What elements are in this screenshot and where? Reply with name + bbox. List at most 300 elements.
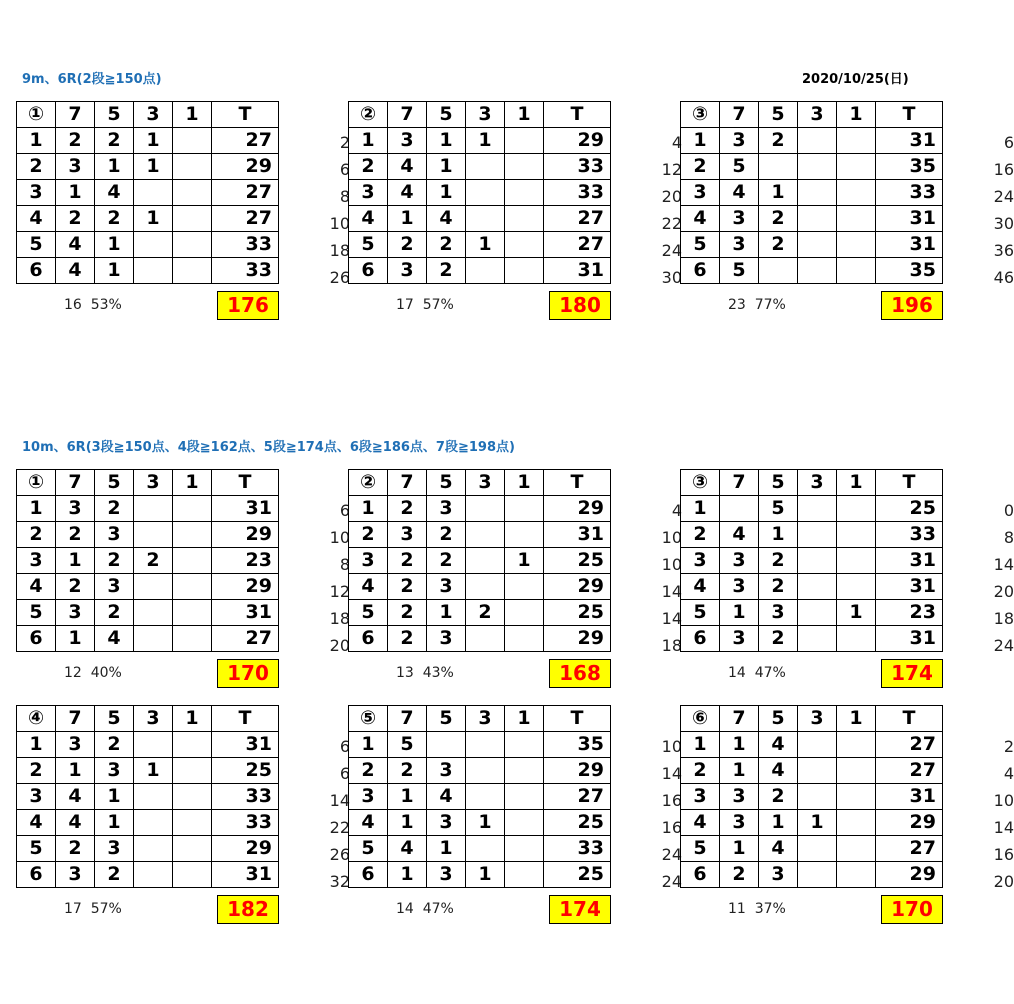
table-cell: 1 xyxy=(466,232,505,258)
table-cell: 1 xyxy=(798,810,837,836)
table-cell xyxy=(134,258,173,284)
table-cell xyxy=(837,232,876,258)
round-number: 5 xyxy=(681,232,720,258)
table-row xyxy=(349,548,611,574)
round-total: 27 xyxy=(544,206,611,232)
table-cell: 3 xyxy=(720,574,759,600)
round-number: 4 xyxy=(681,206,720,232)
table-cell xyxy=(505,258,544,284)
table-cell: 1 xyxy=(837,600,876,626)
cumulative-count: 20 xyxy=(661,187,682,206)
table-cell: 1 xyxy=(134,758,173,784)
hit-count: 11 xyxy=(728,901,746,917)
header-row xyxy=(17,102,279,128)
table-cell xyxy=(798,862,837,888)
round-total: 25 xyxy=(544,600,611,626)
table-cell: 1 xyxy=(427,836,466,862)
grand-total: 170 xyxy=(217,659,279,688)
table-row xyxy=(349,258,611,284)
hit-count: 12 xyxy=(64,665,82,681)
table-cell xyxy=(720,496,759,522)
column-header: 7 xyxy=(720,470,759,496)
table-cell xyxy=(134,862,173,888)
table-cell: 1 xyxy=(427,180,466,206)
cumulative-count: 46 xyxy=(993,268,1014,287)
table-cell: 3 xyxy=(759,600,798,626)
table-cell: 3 xyxy=(56,154,95,180)
round-total: 31 xyxy=(876,206,943,232)
table-row xyxy=(17,128,279,154)
cumulative-count: 14 xyxy=(993,555,1014,574)
column-header: 3 xyxy=(466,102,505,128)
table-cell: 3 xyxy=(427,810,466,836)
hit-stats xyxy=(728,665,786,681)
cumulative-count: 6 xyxy=(339,501,350,520)
table-cell xyxy=(466,154,505,180)
round-total: 35 xyxy=(544,732,611,758)
cumulative-count: 10 xyxy=(329,214,350,233)
cumulative-count: 14 xyxy=(661,609,682,628)
table-cell xyxy=(505,732,544,758)
column-header: 5 xyxy=(427,706,466,732)
round-number: 6 xyxy=(349,626,388,652)
round-number: 6 xyxy=(17,626,56,652)
round-number: 4 xyxy=(17,206,56,232)
table-cell xyxy=(837,574,876,600)
score-table xyxy=(16,705,279,888)
block-label: ⑥ xyxy=(681,706,720,732)
table-cell: 2 xyxy=(388,232,427,258)
round-number: 6 xyxy=(681,626,720,652)
table-cell xyxy=(173,810,212,836)
column-header: 1 xyxy=(505,706,544,732)
score-block-0-2 xyxy=(680,101,943,284)
column-header: 7 xyxy=(388,470,427,496)
table-cell: 3 xyxy=(56,496,95,522)
score-block-1-5 xyxy=(680,705,943,888)
round-number: 3 xyxy=(349,548,388,574)
table-row xyxy=(349,836,611,862)
table-cell: 1 xyxy=(95,258,134,284)
header-row xyxy=(349,706,611,732)
round-number: 1 xyxy=(681,496,720,522)
column-header: 1 xyxy=(505,102,544,128)
round-total: 29 xyxy=(212,574,279,600)
cumulative-count: 0 xyxy=(1003,501,1014,520)
table-cell xyxy=(798,496,837,522)
round-number: 4 xyxy=(349,810,388,836)
table-cell xyxy=(505,232,544,258)
table-cell xyxy=(798,600,837,626)
block-label: ② xyxy=(349,470,388,496)
table-cell: 2 xyxy=(720,862,759,888)
hit-percent: 53% xyxy=(90,297,122,313)
table-cell xyxy=(505,206,544,232)
grand-total: 176 xyxy=(217,291,279,320)
table-row xyxy=(681,180,943,206)
table-row xyxy=(17,232,279,258)
table-cell: 1 xyxy=(466,862,505,888)
table-cell: 2 xyxy=(134,548,173,574)
round-total: 33 xyxy=(876,522,943,548)
round-total: 29 xyxy=(544,128,611,154)
table-cell xyxy=(466,258,505,284)
table-cell xyxy=(173,496,212,522)
table-cell xyxy=(505,128,544,154)
table-cell: 3 xyxy=(720,810,759,836)
section-title-9m: 9m、6R(2段≧150点) xyxy=(22,72,162,87)
table-cell xyxy=(134,836,173,862)
round-total: 29 xyxy=(544,626,611,652)
table-cell xyxy=(798,180,837,206)
round-total: 33 xyxy=(212,810,279,836)
table-cell xyxy=(505,758,544,784)
table-cell: 3 xyxy=(720,128,759,154)
table-cell xyxy=(173,758,212,784)
column-header: T xyxy=(544,470,611,496)
round-number: 3 xyxy=(349,784,388,810)
cumulative-count: 2 xyxy=(1003,737,1014,756)
table-cell: 2 xyxy=(388,574,427,600)
round-number: 5 xyxy=(349,232,388,258)
table-row xyxy=(349,522,611,548)
round-number: 4 xyxy=(17,810,56,836)
hit-percent: 47% xyxy=(754,665,786,681)
round-total: 27 xyxy=(544,784,611,810)
table-cell xyxy=(173,600,212,626)
round-number: 2 xyxy=(17,154,56,180)
table-cell: 1 xyxy=(56,758,95,784)
round-total: 35 xyxy=(876,154,943,180)
hit-count: 14 xyxy=(728,665,746,681)
table-cell xyxy=(134,574,173,600)
column-header: 7 xyxy=(388,102,427,128)
column-header: 3 xyxy=(134,706,173,732)
round-total: 27 xyxy=(544,232,611,258)
table-cell xyxy=(466,496,505,522)
table-cell xyxy=(837,784,876,810)
table-row xyxy=(681,836,943,862)
table-cell xyxy=(798,574,837,600)
round-number: 2 xyxy=(17,758,56,784)
table-cell xyxy=(837,758,876,784)
table-cell xyxy=(798,522,837,548)
column-header: 7 xyxy=(720,102,759,128)
score-block-1-2 xyxy=(680,469,943,652)
hit-percent: 40% xyxy=(90,665,122,681)
grand-total: 196 xyxy=(881,291,943,320)
table-cell xyxy=(505,862,544,888)
score-table xyxy=(16,101,279,284)
table-row xyxy=(349,154,611,180)
round-total: 33 xyxy=(544,154,611,180)
round-total: 33 xyxy=(876,180,943,206)
date-label: 2020/10/25(日) xyxy=(802,72,909,87)
table-cell: 4 xyxy=(427,784,466,810)
table-cell: 3 xyxy=(56,862,95,888)
column-header: T xyxy=(876,102,943,128)
table-cell: 3 xyxy=(56,732,95,758)
column-header: T xyxy=(212,470,279,496)
table-cell xyxy=(505,810,544,836)
table-cell: 2 xyxy=(388,626,427,652)
cumulative-count: 14 xyxy=(993,818,1014,837)
round-number: 2 xyxy=(349,522,388,548)
table-row xyxy=(17,548,279,574)
cumulative-count: 4 xyxy=(671,501,682,520)
table-cell: 1 xyxy=(134,206,173,232)
cumulative-count: 10 xyxy=(661,555,682,574)
hit-percent: 57% xyxy=(422,297,454,313)
table-cell xyxy=(837,258,876,284)
header-row xyxy=(681,102,943,128)
table-cell: 4 xyxy=(388,180,427,206)
cumulative-count: 26 xyxy=(329,268,350,287)
column-header: 3 xyxy=(798,470,837,496)
score-block-1-1 xyxy=(348,469,611,652)
table-cell: 4 xyxy=(95,626,134,652)
table-cell xyxy=(837,128,876,154)
hit-count: 14 xyxy=(396,901,414,917)
block-label: ③ xyxy=(681,470,720,496)
table-cell: 1 xyxy=(720,732,759,758)
block-label: ⑤ xyxy=(349,706,388,732)
table-cell: 2 xyxy=(466,600,505,626)
table-cell xyxy=(466,784,505,810)
table-cell: 2 xyxy=(759,232,798,258)
table-cell: 2 xyxy=(388,600,427,626)
table-cell: 2 xyxy=(759,128,798,154)
table-row xyxy=(349,600,611,626)
column-header: 1 xyxy=(173,102,212,128)
round-number: 5 xyxy=(349,836,388,862)
table-row xyxy=(17,626,279,652)
table-cell xyxy=(466,548,505,574)
header-row xyxy=(681,706,943,732)
table-cell xyxy=(798,836,837,862)
table-cell: 2 xyxy=(759,548,798,574)
round-number: 5 xyxy=(681,836,720,862)
hit-stats xyxy=(64,901,122,917)
table-cell: 2 xyxy=(56,836,95,862)
round-total: 31 xyxy=(876,128,943,154)
round-total: 25 xyxy=(544,862,611,888)
table-cell xyxy=(173,522,212,548)
score-table xyxy=(680,469,943,652)
round-total: 29 xyxy=(212,836,279,862)
table-row xyxy=(17,732,279,758)
table-cell: 3 xyxy=(759,862,798,888)
round-number: 1 xyxy=(349,732,388,758)
table-cell: 1 xyxy=(427,154,466,180)
table-cell: 3 xyxy=(427,496,466,522)
round-number: 3 xyxy=(681,548,720,574)
round-total: 23 xyxy=(212,548,279,574)
score-table xyxy=(348,469,611,652)
round-total: 33 xyxy=(544,180,611,206)
table-row xyxy=(681,626,943,652)
round-total: 31 xyxy=(212,862,279,888)
table-cell xyxy=(798,732,837,758)
round-total: 25 xyxy=(212,758,279,784)
cumulative-count: 24 xyxy=(661,872,682,891)
table-cell: 3 xyxy=(95,758,134,784)
hit-percent: 77% xyxy=(754,297,786,313)
table-row xyxy=(681,128,943,154)
cumulative-count: 20 xyxy=(993,582,1014,601)
round-total: 31 xyxy=(212,732,279,758)
table-row xyxy=(17,758,279,784)
hit-stats xyxy=(396,665,454,681)
hit-stats xyxy=(396,297,454,313)
hit-percent: 43% xyxy=(422,665,454,681)
table-cell: 1 xyxy=(56,548,95,574)
table-cell xyxy=(798,784,837,810)
cumulative-count: 10 xyxy=(329,528,350,547)
table-cell: 2 xyxy=(95,548,134,574)
table-cell xyxy=(466,836,505,862)
round-number: 1 xyxy=(681,732,720,758)
hit-stats xyxy=(396,901,454,917)
table-cell xyxy=(505,626,544,652)
round-number: 1 xyxy=(17,128,56,154)
table-cell: 5 xyxy=(720,154,759,180)
round-total: 25 xyxy=(544,810,611,836)
score-table xyxy=(16,469,279,652)
table-cell: 3 xyxy=(720,784,759,810)
table-cell xyxy=(505,574,544,600)
table-cell xyxy=(134,600,173,626)
table-cell: 3 xyxy=(427,626,466,652)
table-row xyxy=(17,574,279,600)
table-cell: 2 xyxy=(56,574,95,600)
round-total: 33 xyxy=(544,836,611,862)
table-cell xyxy=(837,180,876,206)
block-label: ① xyxy=(17,470,56,496)
table-row xyxy=(681,862,943,888)
hit-percent: 47% xyxy=(422,901,454,917)
table-cell: 2 xyxy=(95,206,134,232)
table-cell xyxy=(134,232,173,258)
column-header: T xyxy=(876,470,943,496)
table-cell: 4 xyxy=(759,836,798,862)
round-total: 35 xyxy=(876,258,943,284)
column-header: 1 xyxy=(173,470,212,496)
round-number: 2 xyxy=(681,154,720,180)
column-header: 3 xyxy=(466,706,505,732)
cumulative-count: 18 xyxy=(993,609,1014,628)
table-cell: 1 xyxy=(427,128,466,154)
table-cell: 2 xyxy=(427,232,466,258)
column-header: T xyxy=(212,706,279,732)
table-cell: 3 xyxy=(95,574,134,600)
round-number: 6 xyxy=(17,862,56,888)
cumulative-count: 6 xyxy=(339,160,350,179)
round-total: 29 xyxy=(876,810,943,836)
table-cell xyxy=(173,232,212,258)
table-cell xyxy=(798,258,837,284)
round-total: 29 xyxy=(212,522,279,548)
score-table xyxy=(680,101,943,284)
table-cell: 3 xyxy=(427,574,466,600)
table-cell xyxy=(505,600,544,626)
column-header: 1 xyxy=(837,470,876,496)
cumulative-count: 26 xyxy=(329,845,350,864)
table-row xyxy=(681,600,943,626)
round-total: 27 xyxy=(212,128,279,154)
table-cell xyxy=(798,758,837,784)
table-row xyxy=(17,784,279,810)
cumulative-count: 36 xyxy=(993,241,1014,260)
table-row xyxy=(17,206,279,232)
block-label: ② xyxy=(349,102,388,128)
table-cell xyxy=(134,180,173,206)
table-cell: 1 xyxy=(388,810,427,836)
score-table xyxy=(680,705,943,888)
table-cell xyxy=(134,732,173,758)
table-cell: 2 xyxy=(759,626,798,652)
hit-stats xyxy=(728,901,786,917)
table-cell xyxy=(759,154,798,180)
table-cell xyxy=(837,626,876,652)
cumulative-count: 8 xyxy=(339,187,350,206)
table-cell xyxy=(173,784,212,810)
table-cell: 3 xyxy=(388,128,427,154)
column-header: 7 xyxy=(56,102,95,128)
column-header: 1 xyxy=(505,470,544,496)
cumulative-count: 8 xyxy=(1003,528,1014,547)
column-header: 3 xyxy=(466,470,505,496)
column-header: 5 xyxy=(759,470,798,496)
table-cell xyxy=(837,206,876,232)
hit-count: 17 xyxy=(396,297,414,313)
cumulative-count: 32 xyxy=(329,872,350,891)
header-row xyxy=(349,102,611,128)
table-cell: 3 xyxy=(720,548,759,574)
table-row xyxy=(681,574,943,600)
round-total: 31 xyxy=(544,258,611,284)
hit-count: 16 xyxy=(64,297,82,313)
table-cell xyxy=(798,548,837,574)
table-cell: 2 xyxy=(388,548,427,574)
cumulative-count: 20 xyxy=(993,872,1014,891)
round-total: 31 xyxy=(212,496,279,522)
table-cell: 1 xyxy=(134,128,173,154)
table-row xyxy=(349,784,611,810)
table-cell xyxy=(134,496,173,522)
cumulative-count: 16 xyxy=(993,845,1014,864)
column-header: 7 xyxy=(56,706,95,732)
column-header: 3 xyxy=(798,706,837,732)
round-total: 31 xyxy=(876,574,943,600)
table-row xyxy=(17,810,279,836)
cumulative-count: 24 xyxy=(993,636,1014,655)
score-block-1-3 xyxy=(16,705,279,888)
round-number: 6 xyxy=(349,862,388,888)
cumulative-count: 16 xyxy=(661,791,682,810)
table-cell: 2 xyxy=(427,258,466,284)
round-number: 5 xyxy=(17,600,56,626)
table-cell: 2 xyxy=(759,574,798,600)
round-number: 1 xyxy=(349,496,388,522)
cumulative-count: 16 xyxy=(661,818,682,837)
table-cell xyxy=(798,128,837,154)
grand-total: 174 xyxy=(549,895,611,924)
table-cell: 1 xyxy=(95,784,134,810)
table-cell: 1 xyxy=(388,784,427,810)
table-cell: 4 xyxy=(759,732,798,758)
round-total: 31 xyxy=(212,600,279,626)
